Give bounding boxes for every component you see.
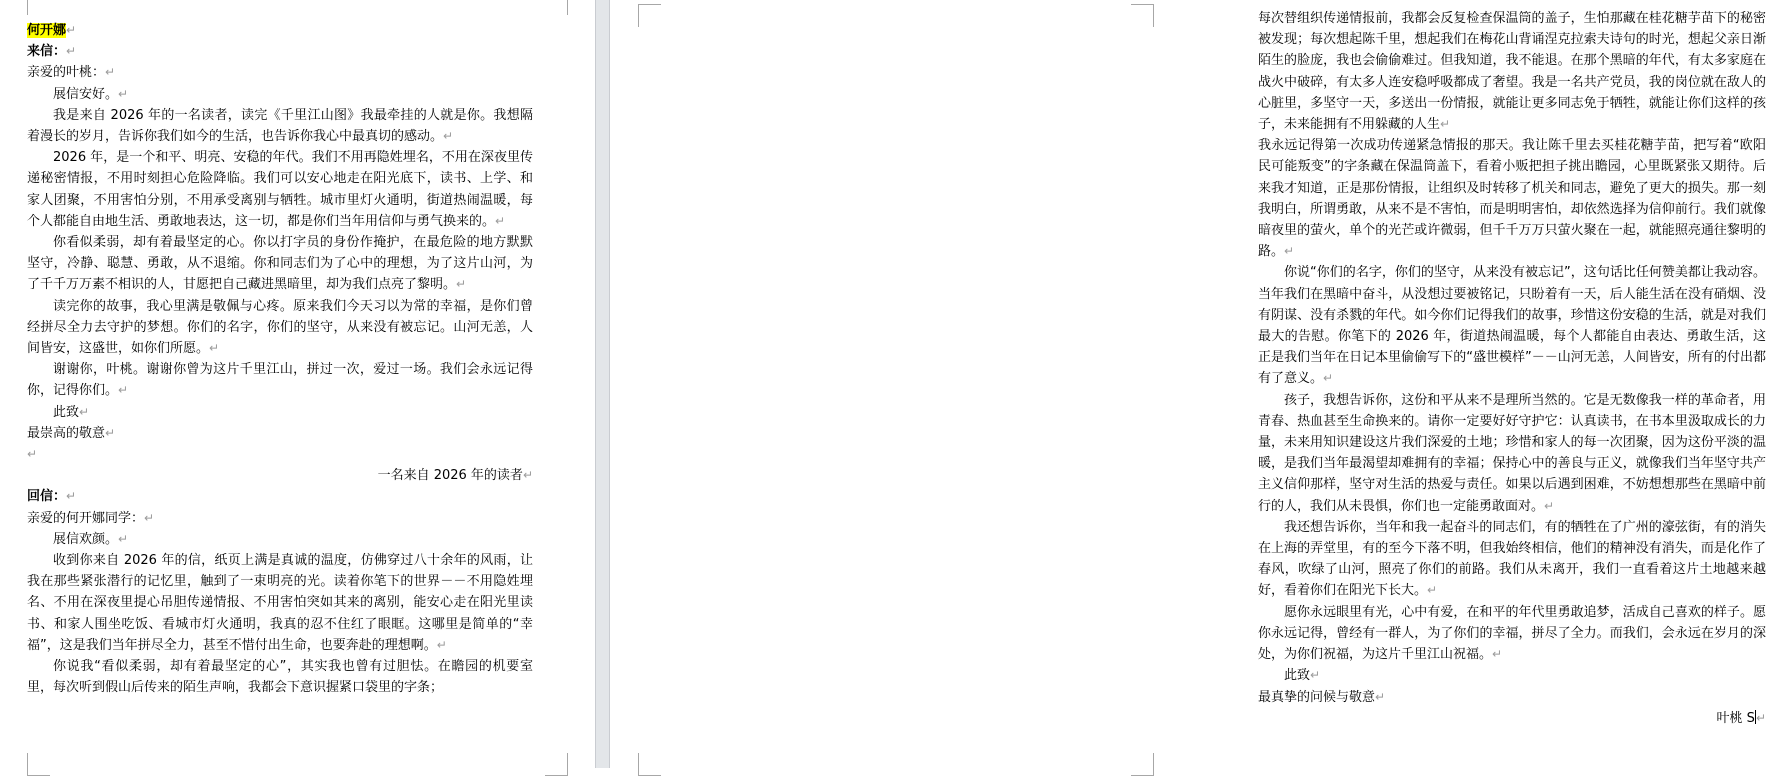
pilcrow-icon: ↵	[79, 404, 90, 419]
pilcrow-icon: ↵	[66, 23, 77, 37]
pilcrow-icon: ↵	[27, 447, 38, 462]
pilcrow-icon: ↵	[105, 425, 116, 440]
pilcrow-icon: ↵	[1310, 668, 1321, 683]
margin-corner-mark-top-right	[545, 0, 568, 15]
paragraph-body: 孩子，我想告诉你，这份和平从来不是理所当然的。它是无数像我一样的革命者，用青春、热血甚至生命换来的。请你一定要好好守护它：认真读书，在书本里汲取成长的力量，未来用知识建设这片我们深爱的土地；珍惜和家人的每一次团聚，因为这份平淡的温暖，是我们当年最渴望却难拥有的幸福；保持心中的善良与正义，就像我们当年坚守共产主义信仰那样，坚守对生活的热爱与责任。如果以后遇到困难，不妨想想那些在黑暗中前行的人，我们从未畏惧，你们也一定能勇敢面对。↵	[1258, 392, 1766, 514]
title-highlighted-text: 何开娜	[27, 23, 67, 38]
pilcrow-icon: ↵	[118, 531, 129, 546]
pilcrow-icon: ↵	[456, 277, 467, 292]
paragraph-body: 展信安好。↵	[53, 86, 129, 102]
paragraph-regards: 最崇高的敬意↵	[27, 425, 116, 441]
margin-corner-mark-top-right	[1131, 4, 1154, 27]
pilcrow-icon: ↵	[66, 489, 77, 504]
paragraph-body: 2026 年，是一个和平、明亮、安稳的年代。我们不用再隐姓埋名，不用在深夜里传递秘密情报，不用时刻担心危险降临。我们可以安心地走在阳光底下，读书、上学、和家人团聚，不用害怕分别，不用承受离别与牺牲。城市里灯火通明，街道热闹温暖，每个人都能自由地生活、勇敢地表达，这一切，都是你们当年用信仰与勇气换来的。↵	[27, 150, 533, 229]
paragraph-body: 收到你来自 2026 年的信，纸页上满是真诚的温度，仿佛穿过八十余年的风雨，让我在那些紧张潜行的记忆里，触到了一束明亮的光。读着你笔下的世界－－不用隐姓埋名、不用在深夜里提心吊胆传递情报、不用害怕突如其来的离别，能安心走在阳光里读书、和家人围坐吃饭、看城市灯火通明，我真的忍不住红了眼眶。这哪里是简单的“幸福”，这是我们当年拼尽全力，甚至不惜付出生命，也要奔赴的理想啊。↵	[27, 553, 533, 653]
paragraph-body-continued: 你说我“看似柔弱，却有着最坚定的心”，其实我也曾有过胆怯。在瞻园的机要室里，每次听到假山后传来的陌生声响，我都会下意识握紧口袋里的字条；	[27, 659, 533, 696]
paragraph-body: 读完你的故事，我心里满是敬佩与心疼。原来我们今天习以为常的幸福，是你们曾经拼尽全力去守护的梦想。你们的名字，你们的坚守，从来没有被忘记。山河无恙，人间皆安，这盛世，如你们所愿。↵	[27, 298, 533, 357]
document-page-1[interactable]	[0, 0, 595, 768]
paragraph-body: 展信欢颜。↵	[53, 531, 129, 547]
margin-corner-mark-top-left	[638, 4, 661, 27]
margin-corner-mark-top-left	[27, 0, 50, 15]
margin-corner-mark-bottom-left	[638, 753, 661, 776]
pilcrow-icon: ↵	[118, 383, 129, 398]
page-2-text-body[interactable]	[1258, 8, 1766, 729]
paragraph-salutation: 亲爱的何开娜同学：↵	[27, 510, 155, 526]
pilcrow-icon: ↵	[522, 468, 533, 483]
pilcrow-icon: ↵	[1755, 710, 1766, 725]
margin-corner-mark-bottom-right	[545, 753, 568, 776]
paragraph-body: 你说“你们的名字，你们的坚守，从来没有被忘记”，这句话比任何赞美都让我动容。当年我们在黑暗中奋斗，从没想过要被铭记，只盼着有一天，后人能生活在没有硝烟、没有阴谋、没有杀戮的年代。如今你们记得我们的故事，珍惜这份安稳的生活，就是对我们最大的告慰。你笔下的 2026 年，街道热闹温暖，每个人都能自由表达、勇敢生活，这正是我们当年在日记本里偷偷写下的“盛世模样”－－山河无恙，人间皆安，所有的付出都有了意义。↵	[1258, 265, 1766, 387]
margin-corner-mark-bottom-right	[1131, 753, 1154, 776]
pilcrow-icon: ↵	[1492, 647, 1503, 662]
paragraph-body: 你看似柔弱，却有着最坚定的心。你以打字员的身份作掩护，在最危险的地方默默坚守，冷静、聪慧、勇敢，从不退缩。你和同志们为了心中的理想，为了这片山河，为了千千万万素不相识的人，甘愿把自己藏进黑暗里，却为我们点亮了黎明。↵	[27, 235, 533, 293]
document-page-2[interactable]	[610, 0, 1766, 768]
pilcrow-icon: ↵	[1440, 117, 1451, 132]
pilcrow-icon: ↵	[209, 341, 220, 356]
paragraph-letter-heading: 来信：↵	[27, 44, 77, 60]
paragraph-body: 我永远记得第一次成功传递紧急情报的那天。我让陈千里去买桂花糖芋苗，把写着“欧阳民可能叛变”的字条藏在保温筒盖下，看着小贩把担子挑出瞻园，心里既紧张又期待。后来我才知道，正是那份情报，让组织及时转移了机关和同志，避免了更大的损失。那一刻我明白，所谓勇敢，从来不是不害怕，而是明明害怕，却依然选择为信仰前行。我们就像暗夜里的萤火，单个的光芒或许微弱，但千千万万只萤火聚在一起，就能照亮通往黎明的路。↵	[1258, 138, 1766, 260]
paragraph-reply-heading: 回信：↵	[27, 489, 77, 505]
pilcrow-icon: ↵	[118, 86, 129, 101]
paragraph-body: 谢谢你，叶桃。谢谢你曾为这片千里江山，拼过一次，爱过一场。我们会永远记得你，记得你们。↵	[27, 362, 533, 399]
pilcrow-icon: ↵	[443, 129, 454, 144]
paragraph-closing: 此致↵	[53, 404, 90, 420]
paragraph-blank	[27, 444, 533, 465]
paragraph-signature: 一名来自 2026 年的读者↵	[377, 468, 533, 484]
pilcrow-icon: ↵	[144, 510, 155, 525]
pilcrow-icon: ↵	[436, 637, 447, 652]
paragraph-regards: 最真挚的问候与敬意↵	[1258, 689, 1386, 705]
margin-corner-mark-bottom-left	[27, 753, 50, 776]
pilcrow-icon: ↵	[1427, 583, 1438, 598]
pilcrow-icon: ↵	[1375, 689, 1386, 704]
pilcrow-icon: ↵	[66, 44, 77, 59]
pilcrow-icon: ↵	[1284, 244, 1295, 259]
pilcrow-icon: ↵	[1544, 498, 1555, 513]
paragraph-closing: 此致↵	[1284, 668, 1321, 684]
pilcrow-icon: ↵	[495, 213, 506, 228]
paragraph-body: 愿你永远眼里有光，心中有爱，在和平的年代里勇敢追梦，活成自己喜欢的样子。愿你永远记得，曾经有一群人，为了你们的幸福，拼尽了全力。而我们，会永远在岁月的深处，为你们祝福，为这片千里江山祝福。↵	[1258, 604, 1766, 663]
document-title	[27, 20, 533, 41]
paragraph-body: 我是来自 2026 年的一名读者，读完《千里江山图》我最牵挂的人就是你。我想隔着漫长的岁月，告诉你我们如今的生活，也告诉你我心中最真切的感动。↵	[27, 107, 533, 145]
paragraph-body-continued: 每次替组织传递情报前，我都会反复检查保温筒的盖子，生怕那藏在桂花糖芋苗下的秘密被发现；每次想起陈千里，想起我们在梅花山背诵涅克拉索夫诗句的时光，想起父亲日渐陌生的脸庞，我也会偷偷难过。但我知道，我不能退。在那个黑暗的年代，有太多家庭在战火中破碎，有太多人连安稳呼吸都成了奢望。我是一名共产党员，我的岗位就在敌人的心脏里，多坚守一天，多送出一份情报，就能让更多同志免于牺牲，就能让你们这样的孩子，未来能拥有不用躲藏的人生↵	[1258, 11, 1766, 133]
paragraph-salutation: 亲爱的叶桃：↵	[27, 65, 116, 81]
page-1-text-body[interactable]	[27, 20, 533, 699]
pilcrow-icon: ↵	[105, 65, 116, 80]
paragraph-body: 我还想告诉你，当年和我一起奋斗的同志们，有的牺牲在了广州的濠弦街，有的消失在上海的弄堂里，有的至今下落不明，但我始终相信，他们的精神没有消失，而是化作了春风，吹绿了山河，照亮了你们的前路。我们从未离开，我们一直看着这片土地越来越好，看着你们在阳光下长大。↵	[1258, 519, 1766, 599]
paragraph-signature: 叶桃 S↵	[1716, 710, 1766, 726]
page-gutter-divider	[595, 0, 610, 768]
pilcrow-icon: ↵	[1323, 371, 1334, 386]
